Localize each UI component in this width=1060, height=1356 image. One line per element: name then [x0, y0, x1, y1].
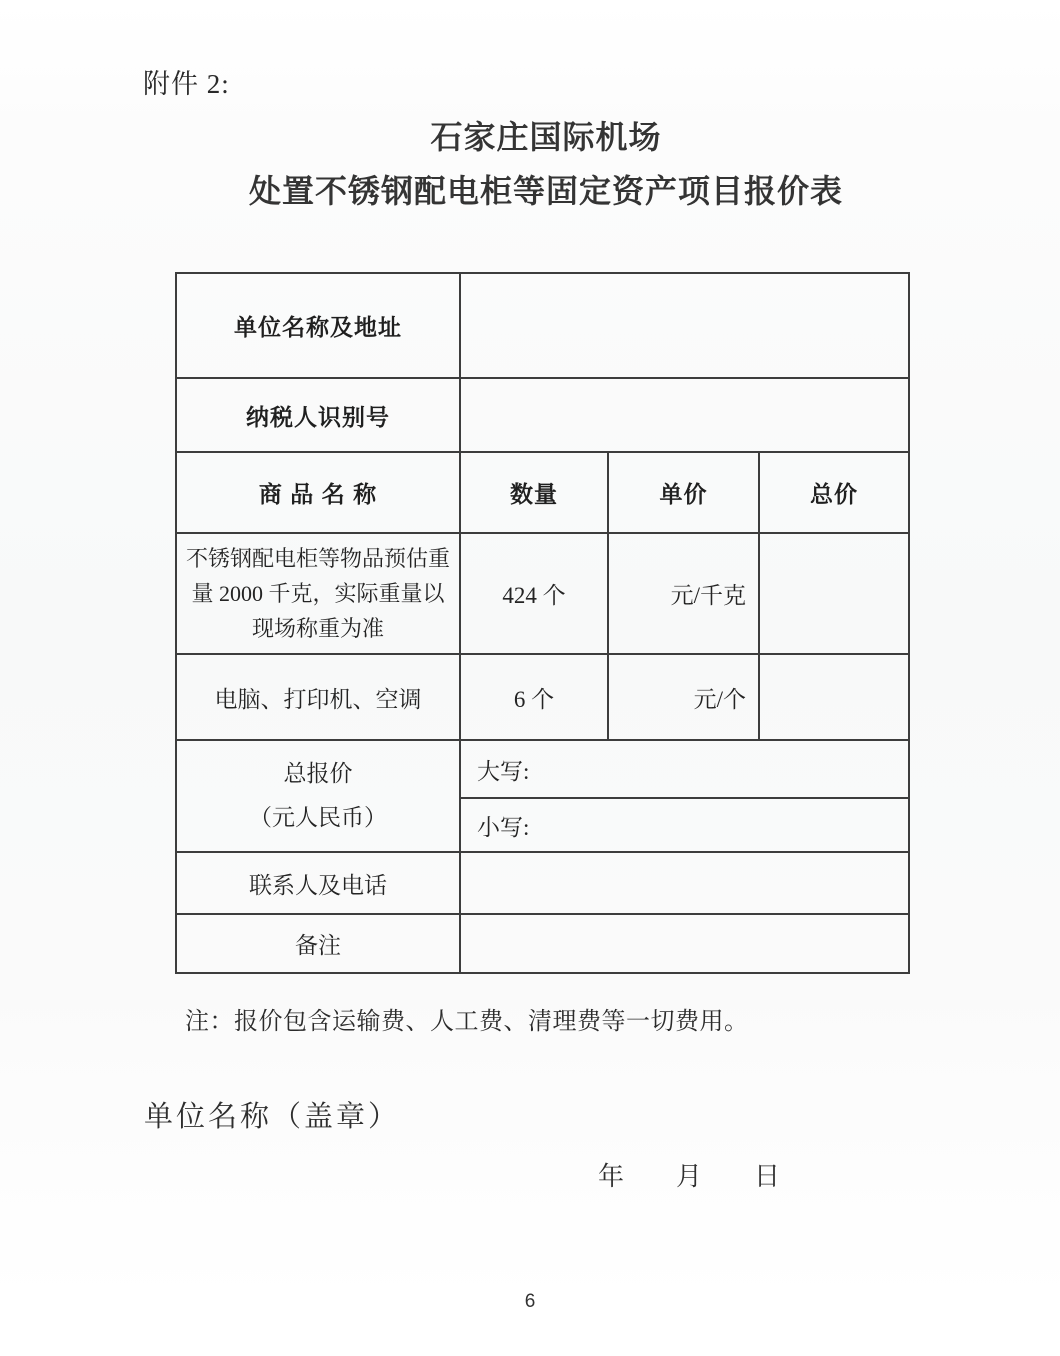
uppercase-amount-cell: [460, 740, 909, 798]
item2-unit-price: 元/个: [608, 654, 759, 740]
date-line: [598, 1156, 780, 1193]
lowercase-amount-cell: [460, 798, 909, 852]
note-text: 注：报价包含运输费、人工费、清理费等一切费用。: [185, 1009, 749, 1035]
table-row-item-1: [176, 533, 909, 654]
item1-quantity: 424 个: [460, 533, 608, 654]
total-quote-label-line1: 总报价: [283, 761, 353, 787]
unit-name-value-cell: [460, 273, 909, 378]
taxpayer-id-value-cell: [460, 378, 909, 452]
item1-unit-price: 元/千克: [608, 533, 759, 654]
date-month-label: 月: [676, 1162, 703, 1191]
remarks-label: 备注: [176, 914, 460, 973]
row-taxpayer-id: [176, 378, 909, 452]
row-contact: [176, 852, 909, 914]
row-remarks: [176, 914, 909, 973]
taxpayer-id-label: 纳税人识别号: [176, 378, 460, 452]
item2-name: 电脑、打印机、空调: [176, 654, 460, 740]
contact-value-cell: [460, 852, 909, 914]
remarks-value-cell: [460, 914, 909, 973]
contact-label: 联系人及电话: [176, 852, 460, 914]
seal-line: 单位名称（盖章）: [144, 1101, 401, 1133]
total-quote-label: [176, 740, 460, 852]
total-quote-label-line2: （元人民币）: [249, 805, 387, 830]
quotation-table: [175, 272, 910, 974]
table-row-item-2: [176, 654, 909, 740]
item2-total-price-cell: [759, 654, 909, 740]
header-total-price: 总价: [759, 452, 909, 533]
unit-name-label: 单位名称及地址: [176, 273, 460, 378]
row-unit-name: [176, 273, 909, 378]
date-day-label: 日: [754, 1162, 781, 1191]
page-number: 6: [524, 1291, 536, 1312]
lowercase-label: 小写:: [477, 814, 530, 840]
document-title: 石家庄国际机场: [430, 119, 662, 155]
table-header-row: [176, 452, 909, 533]
item1-name: 不锈钢配电柜等物品预估重量 2000 千克，实际重量以现场称重为准: [176, 533, 460, 654]
date-year-label: 年: [598, 1162, 625, 1191]
header-quantity: 数量: [460, 452, 608, 533]
header-unit-price: 单价: [608, 452, 759, 533]
document-subtitle: 处置不锈钢配电柜等固定资产项目报价表: [248, 173, 843, 209]
attachment-label: 附件 2:: [143, 69, 230, 99]
row-total-quote-uppercase: [176, 740, 909, 798]
item1-total-price-cell: [759, 533, 909, 654]
header-product-name: 商 品 名 称: [176, 452, 460, 533]
item2-quantity: 6 个: [460, 654, 608, 740]
uppercase-label: 大写:: [477, 758, 530, 784]
